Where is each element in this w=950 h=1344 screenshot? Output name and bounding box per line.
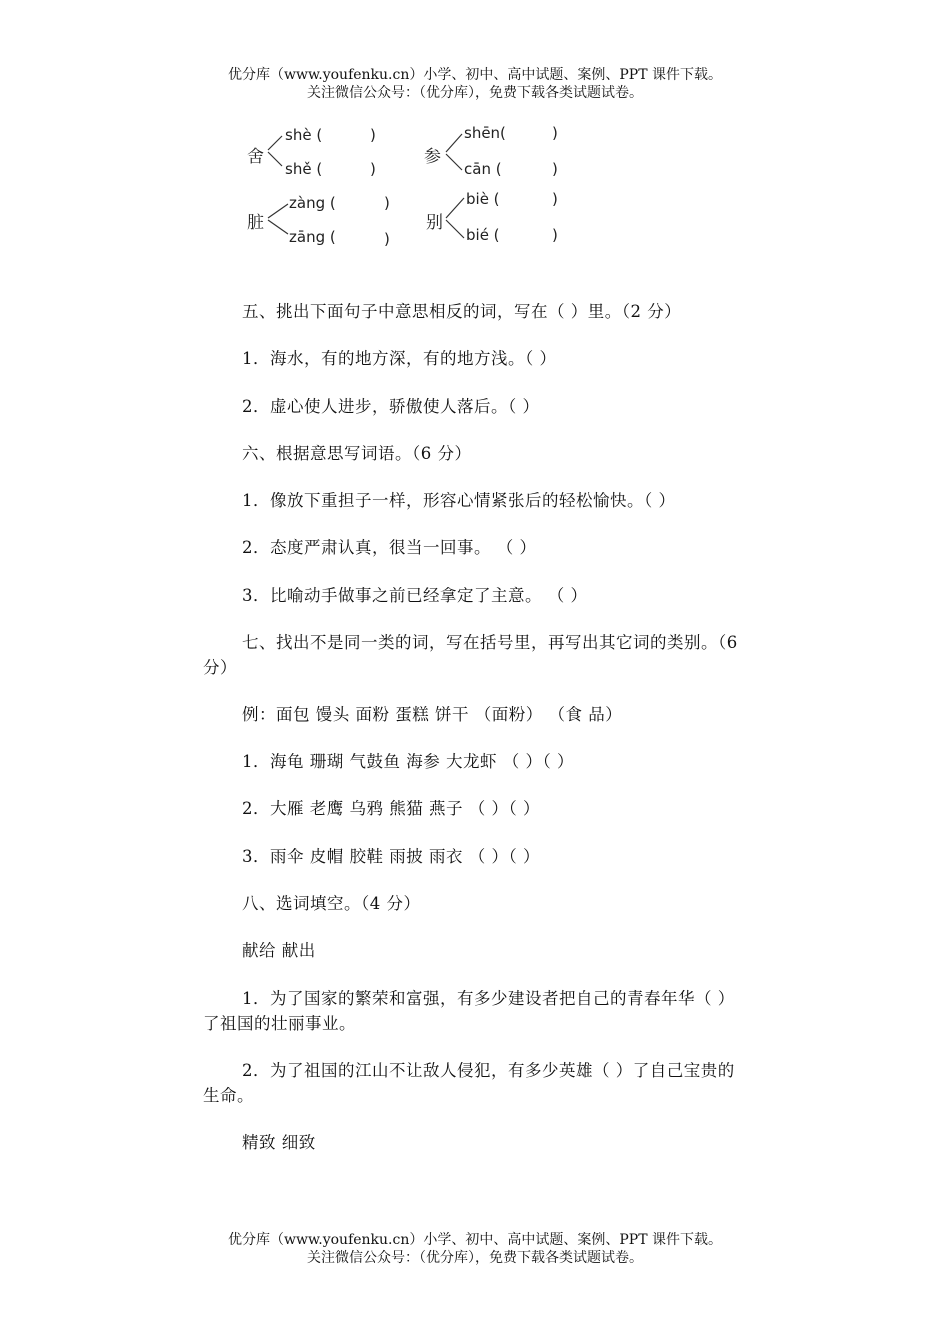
section8-q2-cont: 生命。: [203, 1086, 254, 1105]
bracket-close: ): [552, 124, 558, 142]
bracket-close: ): [552, 226, 558, 244]
char-bie: 别: [426, 213, 443, 233]
pinyin-bie4: biè (: [466, 190, 500, 208]
section8-q2: 2．为了祖国的江山不让敌人侵犯，有多少英雄（ ）了自己宝贵的: [242, 1061, 735, 1080]
pinyin-bie2: bié (: [466, 226, 500, 244]
section6-title: 六、根据意思写词语。（6 分）: [242, 444, 472, 463]
section7-title: 七、找出不是同一类的词，写在括号里，再写出其它词的类别。（6: [242, 633, 738, 652]
char-she: 舍: [247, 147, 264, 167]
pinyin-she3: shě (: [285, 160, 323, 178]
section5-title: 五、挑出下面句子中意思相反的词，写在（ ）里。（2 分）: [242, 302, 682, 321]
section8-title: 八、选词填空。（4 分）: [242, 894, 421, 913]
char-zang: 脏: [247, 213, 264, 233]
pinyin-shen1: shēn(: [464, 124, 506, 142]
section6-q2: 2．态度严肃认真，很当一回事。 （ ）: [242, 538, 537, 557]
section7-q3: 3．雨伞 皮帽 胶鞋 雨披 雨衣 （ ）（ ）: [242, 847, 540, 866]
bracket-close: ): [384, 230, 390, 248]
header-line-1: 优分库（www.youfenku.cn）小学、初中、高中试题、案例、PPT 课件下载。: [227, 67, 722, 83]
page-footer: [0, 1231, 950, 1267]
bracket-close: ): [552, 190, 558, 208]
bracket-shen: [446, 134, 462, 170]
footer-line-2: 关注微信公众号：（优分库），免费下载各类试题试卷。: [307, 1250, 643, 1266]
char-shen: 参: [424, 147, 441, 167]
bracket-close: ): [370, 160, 376, 178]
section7-q1: 1．海龟 珊瑚 气鼓鱼 海参 大龙虾 （ ）（ ）: [242, 752, 574, 771]
page-header: [0, 66, 950, 102]
bracket-close: ): [370, 126, 376, 144]
pinyin-zang4: zàng (: [289, 194, 336, 212]
section8-wordbank-1: 献给 献出: [242, 941, 316, 960]
bracket-close: ): [552, 160, 558, 178]
section8-q1-cont: 了祖国的壮丽事业。: [203, 1014, 356, 1033]
header-line-2: 关注微信公众号：（优分库），免费下载各类试题试卷。: [307, 85, 643, 101]
pinyin-zang1: zāng (: [289, 228, 336, 246]
pinyin-she4: shè (: [285, 126, 323, 144]
bracket-close: ): [384, 194, 390, 212]
section7-example: 例：面包 馒头 面粉 蛋糕 饼干 （面粉） （食 品）: [242, 705, 623, 724]
bracket-zang: [268, 204, 288, 234]
section5-q2: 2．虚心使人进步，骄傲使人落后。（ ）: [242, 397, 540, 416]
section5-q1: 1．海水，有的地方深，有的地方浅。（ ）: [242, 349, 557, 368]
section7-q2: 2．大雁 老鹰 乌鸦 熊猫 燕子 （ ）（ ）: [242, 799, 540, 818]
section6-q3: 3．比喻动手做事之前已经拿定了主意。 （ ）: [242, 586, 588, 605]
section6-q1: 1．像放下重担子一样，形容心情紧张后的轻松愉快。（ ）: [242, 491, 676, 510]
pinyin-can1: cān (: [464, 160, 502, 178]
section7-title-cont: 分）: [203, 658, 237, 677]
bracket-bie: [446, 198, 464, 238]
bracket-she: [268, 136, 282, 166]
footer-line-1: 优分库（www.youfenku.cn）小学、初中、高中试题、案例、PPT 课件下载。: [227, 1232, 722, 1248]
section8-q1: 1．为了国家的繁荣和富强，有多少建设者把自己的青春年华（ ）: [242, 989, 735, 1008]
section8-wordbank-2: 精致 细致: [242, 1133, 316, 1152]
